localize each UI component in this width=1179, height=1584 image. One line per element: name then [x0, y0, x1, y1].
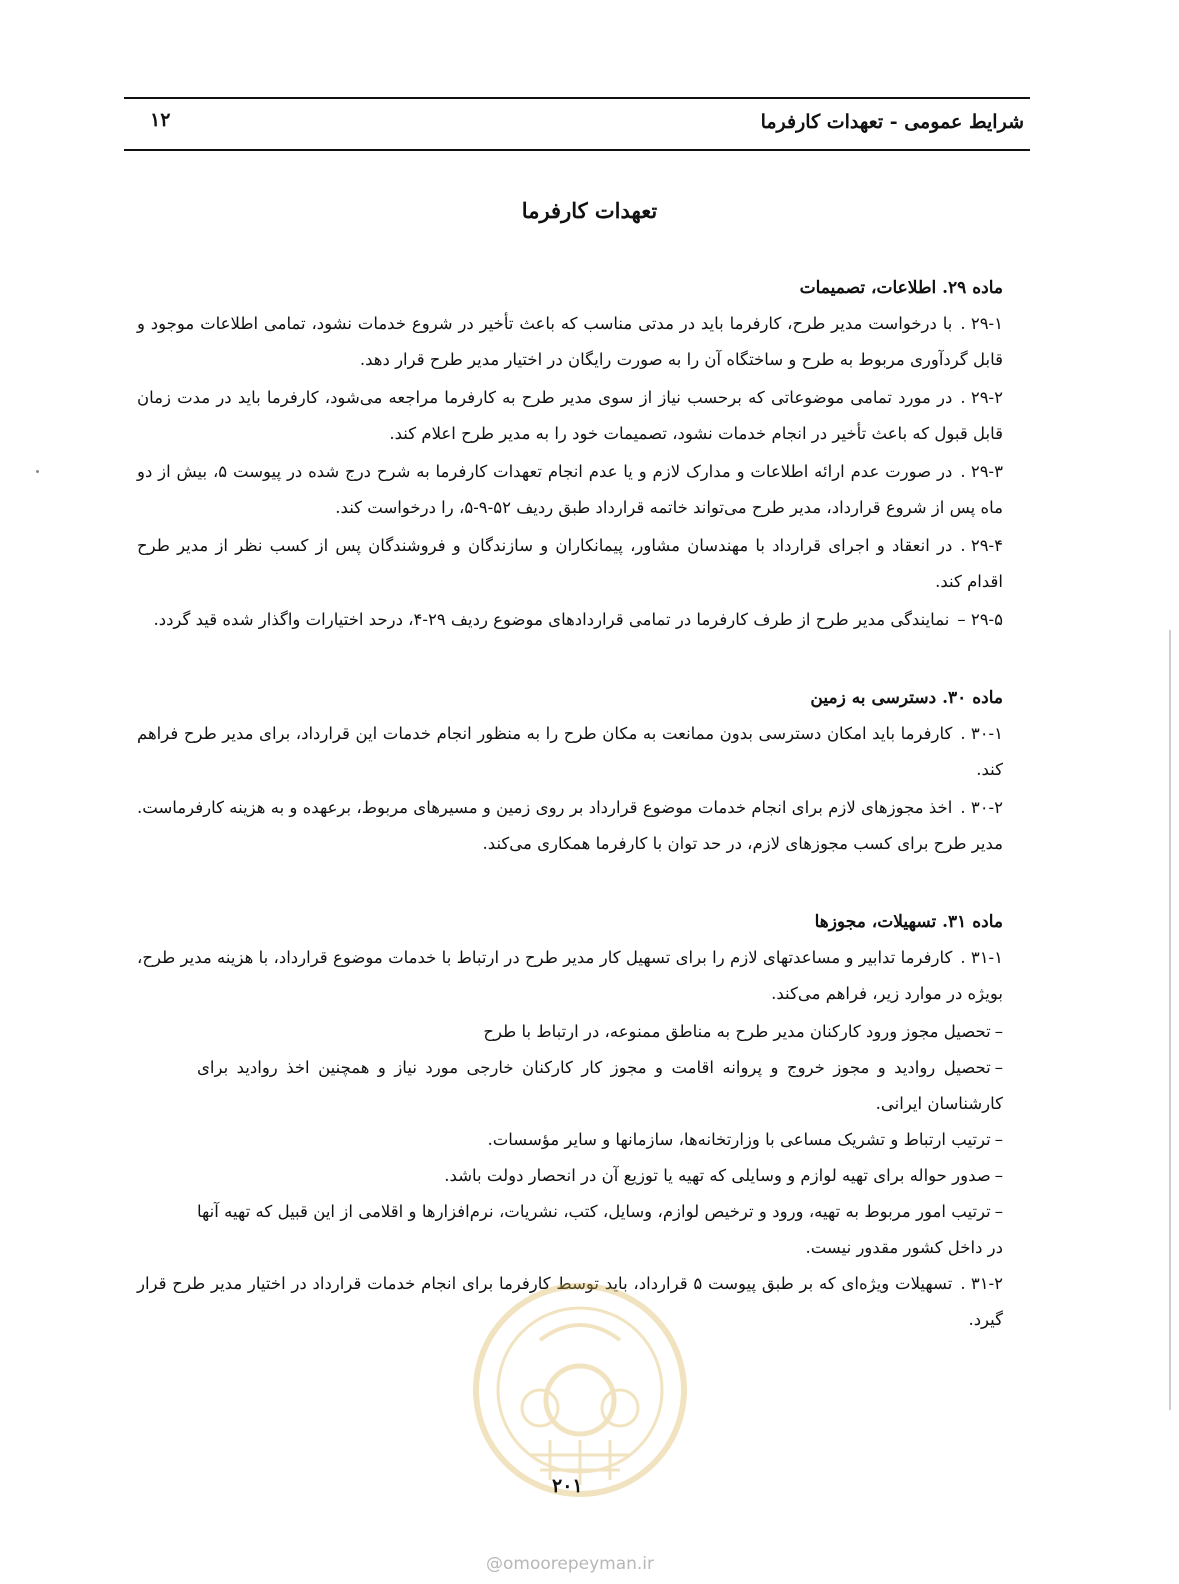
clause-31-1: [137, 940, 1003, 1012]
clause-text: با درخواست مدیر طرح، کارفرما باید در مدتی مناسب که باعث تأخیر در شروع خدمات نشود، تمامی اطلاعات موجود و قابل گردآوری مربوط به طرح و ساختگاه آن را به صورت رایگان در اختیار مدیر طرح قرار دهد.: [137, 314, 1003, 369]
dash-bullet-icon: –: [994, 1202, 1003, 1221]
bullet-item: [137, 1194, 1003, 1266]
clause-text: کارفرما تدابیر و مساعدتهای لازم را برای تسهیل کار مدیر طرح در ارتباط با خدمات موضوع قرارداد، با هزینه مدیر طرح، بویژه در موارد زیر، فراهم می‌کند.: [137, 948, 1003, 1003]
clause-text: نمایندگی مدیر طرح از طرف کارفرما در تمامی قراردادهای موضوع ردیف ۲۹-۴، درحد اختیارات واگذار شده قید گردد.: [153, 610, 950, 629]
clause-text: کارفرما باید امکان دسترسی بدون ممانعت به مکان طرح را به منظور انجام خدمات این قرارداد، برای مدیر طرح فراهم کند.: [137, 724, 1003, 779]
clause-29-4: [137, 528, 1003, 600]
bullet-text: تحصیل مجوز ورود کارکنان مدیر طرح به مناطق ممنوعه، در ارتباط با طرح: [483, 1022, 991, 1041]
clause-text: در صورت عدم ارائه اطلاعات و مدارک لازم و یا عدم انجام تعهدات کارفرما به شرح درج شده در پیوست ۵، بیش از دو ماه پس از شروع قرارداد، مدیر طرح می‌تواند خاتمه قرارداد طبق ردیف ۵۲-۹-۵، را درخواست کند.: [137, 462, 1003, 517]
bullet-text: صدور حواله برای تهیه لوازم و وسایلی که تهیه یا توزیع آن در انحصار دولت باشد.: [444, 1166, 991, 1185]
bullet-text: ترتیب ارتباط و تشریک مساعی با وزارتخانه‌ها، سازمانها و سایر مؤسسات.: [487, 1130, 991, 1149]
clause-30-2: [137, 790, 1003, 862]
bullet-text: ترتیب امور مربوط به تهیه، ورود و ترخیص لوازم، وسایل، کتب، نشریات، نرم‌افزارها و اقلامی از این قبیل که تهیه آنها در داخل کشور مقدور نیست.: [197, 1202, 1003, 1257]
clause-30-1: [137, 716, 1003, 788]
clause-text: در انعقاد و اجرای قرارداد با مهندسان مشاور، پیمانکاران و سازندگان و فروشندگان پس از کسب نظر از مدیر طرح اقدام کند.: [137, 536, 1003, 591]
clause-number: ۲۹-۵ –: [957, 610, 1003, 629]
article-31: [137, 904, 1003, 1338]
dash-bullet-icon: –: [994, 1130, 1003, 1149]
clause-29-5: [137, 602, 1003, 638]
stamp-logo-icon: [470, 1280, 690, 1500]
clause-29-1: [137, 306, 1003, 378]
article-29: [137, 270, 1003, 638]
article-title: ماده ۳۰. دسترسی به زمین: [810, 688, 1003, 708]
bullet-text: تحصیل روادید و مجوز خروج و پروانه اقامت و مجوز کار کارکنان خارجی مورد نیاز و همچنین اخذ روادید برای کارشناسان ایرانی.: [197, 1058, 1003, 1113]
article-30: [137, 680, 1003, 862]
clause-number: ۲۹-۲ .: [960, 388, 1003, 407]
clause-29-3: [137, 454, 1003, 526]
dash-bullet-icon: –: [994, 1058, 1003, 1077]
clause-text: اخذ مجوزهای لازم برای انجام خدمات موضوع قرارداد بر روی زمین و مسیرهای مربوط، برعهده و به هزینه کارفرماست. مدیر طرح برای کسب مجوزهای لازم، در حد توان با کارفرما همکاری می‌کند.: [137, 798, 1003, 853]
watermark: @omoorepeyman.ir: [486, 1554, 655, 1574]
clause-text: در مورد تمامی موضوعاتی که برحسب نیاز از سوی مدیر طرح به کارفرما مراجعه می‌شود، کارفرما باید در مدت زمان قابل قبول که باعث تأخیر در انجام خدمات نشود، تصمیمات خود را به مدیر طرح اعلام کند.: [137, 388, 1003, 443]
section-title: تعهدات کارفرما: [521, 198, 658, 223]
scan-page-edge: [1169, 630, 1171, 1410]
clause-number: ۳۱-۲ .: [960, 1274, 1003, 1293]
clause-text: تسهیلات ویژه‌ای که بر طبق پیوست ۵ قرارداد، باید توسط کارفرما برای انجام خدمات قرارداد در اختیار مدیر طرح قرار گیرد.: [137, 1274, 1003, 1329]
scan-speck: [36, 470, 39, 473]
clause-number: ۳۰-۲ .: [960, 798, 1003, 817]
bullet-item: [137, 1158, 1003, 1194]
document-body: [137, 270, 1003, 1380]
stamp-number: ۲۰۱: [552, 1475, 583, 1497]
bullet-item: [137, 1014, 1003, 1050]
dash-bullet-icon: –: [994, 1022, 1003, 1041]
bullet-item: [137, 1122, 1003, 1158]
page-number: ۱۲: [150, 109, 171, 131]
dash-bullet-icon: –: [994, 1166, 1003, 1185]
clause-29-2: [137, 380, 1003, 452]
running-title: شرایط عمومی - تعهدات کارفرما: [760, 111, 1024, 133]
clause-number: ۳۰-۱ .: [960, 724, 1003, 743]
clause-number: ۲۹-۱ .: [960, 314, 1003, 333]
clause-number: ۲۹-۳ .: [960, 462, 1003, 481]
article-title: ماده ۳۱. تسهیلات، مجوزها: [814, 912, 1003, 932]
running-header: [124, 97, 1030, 151]
bullet-item: [137, 1050, 1003, 1122]
clause-number: ۲۹-۴ .: [960, 536, 1003, 555]
article-title: ماده ۲۹. اطلاعات، تصمیمات: [799, 278, 1003, 298]
clause-number: ۳۱-۱ .: [960, 948, 1003, 967]
